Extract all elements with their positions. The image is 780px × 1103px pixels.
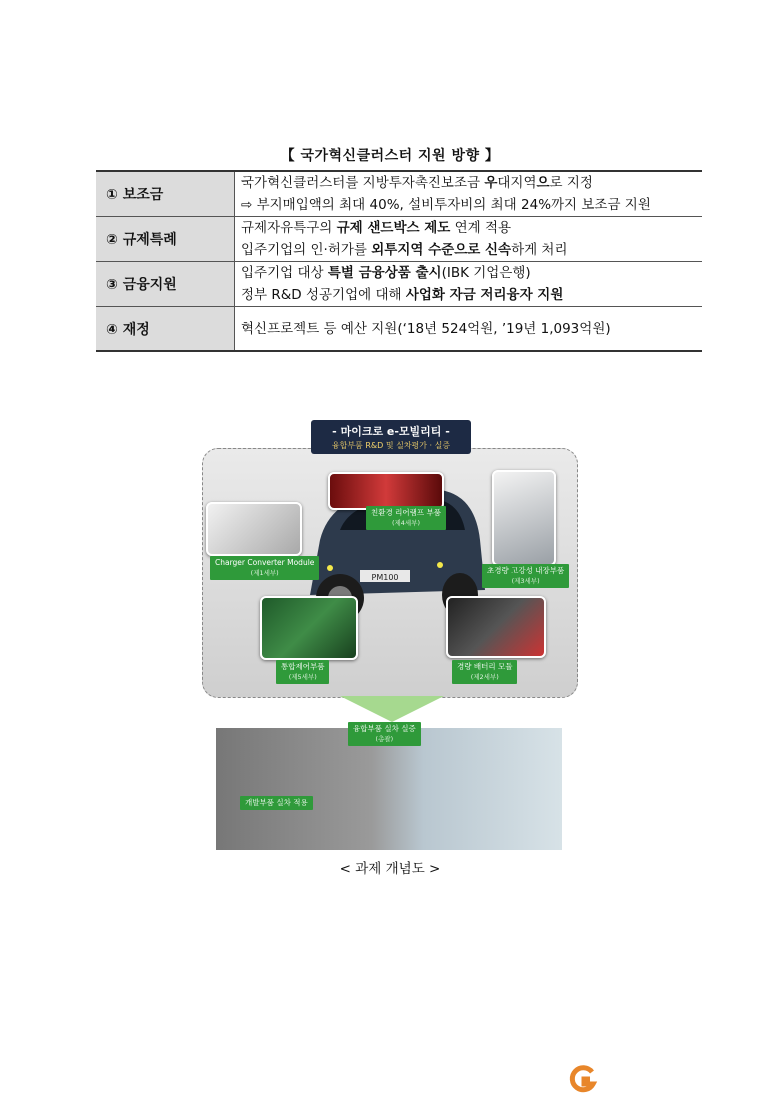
- emphasis-text: 외투지역 수준으로 신속: [371, 242, 512, 258]
- body-text: 하게 처리: [511, 242, 568, 258]
- charger-photo: [206, 502, 302, 556]
- label-battery: 경량 배터리 모듈 (제2세부): [452, 660, 517, 684]
- body-text: 혁신프로젝트 등 예산 지원(‘18년 524억원, ’19년 1,093억원): [241, 320, 611, 337]
- figure-caption: < 과제 개념도 >: [339, 861, 441, 877]
- policy-row-heading: ① 보조금: [96, 171, 235, 217]
- figure-title: - 마이크로 e-모빌리티 -: [332, 425, 450, 438]
- body-text: 국가혁신클러스터를 지방투자촉진보조금: [241, 175, 485, 191]
- policy-row-content: [235, 262, 703, 307]
- figure-subtitle: 융합부품 R&D 및 실차평가 · 실증: [331, 441, 451, 450]
- emphasis-text: 특별 금융상품 출시: [327, 265, 442, 281]
- body-text: 규제자유특구의: [241, 220, 337, 236]
- policy-row: [96, 307, 702, 352]
- label-rear-lamp: 친환경 리어램프 부품 (제4세부): [366, 506, 446, 530]
- down-arrow: [340, 696, 444, 722]
- policy-row-heading: ② 규제특례: [96, 217, 235, 262]
- policy-row-content: [235, 217, 703, 262]
- emphasis-text: 우: [484, 175, 498, 191]
- label-control: 통합제어부품 (제5세부): [276, 660, 329, 684]
- body-text: ⇨ 부지매입액의 최대 40%, 설비투자비의 최대 24%까지 보조금 지원: [241, 197, 651, 213]
- policy-line: [241, 262, 696, 284]
- battery-photo: [446, 596, 546, 658]
- policy-row-heading: ③ 금융지원: [96, 262, 235, 307]
- policy-row-content: [235, 307, 703, 352]
- vehicle-test-photo: [216, 728, 562, 850]
- body-text: 로 지정: [549, 175, 593, 191]
- body-text: (IBK 기업은행): [441, 265, 531, 281]
- seat-photo: [492, 470, 556, 566]
- body-text: 입주기업의 인·허가를: [241, 242, 372, 258]
- policy-row-content: [235, 171, 703, 217]
- label-demo: 융합부품 실차 실증 (총괄): [348, 722, 421, 746]
- policy-row-heading: ④ 재정: [96, 307, 235, 352]
- emphasis-text: 규제 샌드박스 제도: [336, 220, 451, 236]
- figure-title-box: [311, 420, 471, 454]
- plate-text: PM100: [371, 573, 399, 582]
- policy-line: [241, 217, 696, 239]
- policy-line: [241, 239, 696, 261]
- control-board-photo: [260, 596, 358, 660]
- body-text: 정부 R&D 성공기업에 대해: [241, 287, 406, 303]
- policy-table: [96, 170, 702, 352]
- rear-lamp-photo: [328, 472, 444, 510]
- emphasis-text: 사업화 자금 저리융자 지원: [405, 287, 564, 303]
- policy-row: [96, 217, 702, 262]
- label-apply: 개발부품 실차 적용: [240, 796, 313, 810]
- policy-line: [241, 194, 696, 216]
- concept-figure: [200, 420, 580, 850]
- label-seat: 초경량 고강성 내장부품 (제3세부): [482, 564, 569, 588]
- table-title: 【 국가혁신클러스터 지원 방향 】: [280, 148, 500, 164]
- policy-line: [241, 284, 696, 306]
- body-text: 대지역: [497, 175, 537, 191]
- emphasis-text: 으: [536, 175, 550, 191]
- label-charger: Charger Converter Module (제1세부): [210, 556, 319, 580]
- policy-line: [241, 172, 696, 194]
- policy-row: [96, 171, 702, 217]
- body-text: 입주기업 대상: [241, 265, 328, 281]
- g-logo-icon: [568, 1064, 598, 1094]
- policy-row: [96, 262, 702, 307]
- policy-line: [241, 318, 696, 340]
- body-text: 연계 적용: [450, 220, 512, 236]
